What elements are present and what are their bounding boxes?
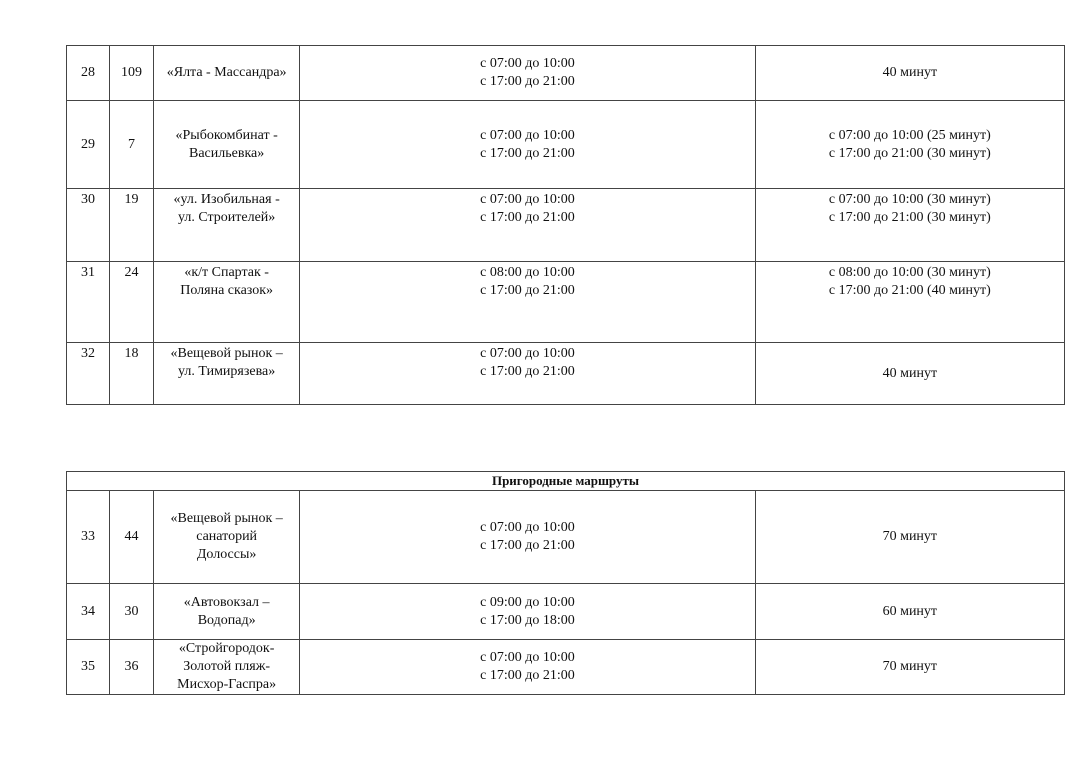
interval-cell: 70 минут [755, 491, 1064, 584]
row-number-cell: 33 [67, 491, 110, 584]
section-header-row [67, 472, 1065, 491]
table-row [67, 640, 1065, 695]
suburban-routes-table [66, 471, 1065, 695]
route-number-cell: 30 [110, 584, 154, 640]
route-name-cell: «Вещевой рынок – ул. Тимирязева» [154, 343, 300, 405]
row-number-cell: 31 [67, 262, 110, 343]
table-row [67, 189, 1065, 262]
route-name-cell: «Вещевой рынок – санаторий Долоссы» [154, 491, 300, 584]
section-title: Пригородные маршруты [67, 472, 1065, 491]
table-row [67, 46, 1065, 101]
route-number-cell: 109 [110, 46, 154, 101]
operating-hours-cell: с 07:00 до 10:00 с 17:00 до 21:00 [300, 640, 755, 695]
operating-hours-cell: с 07:00 до 10:00 с 17:00 до 21:00 [300, 46, 755, 101]
route-name-cell: «Ялта - Массандра» [154, 46, 300, 101]
route-number-cell: 36 [110, 640, 154, 695]
table-row [67, 101, 1065, 189]
interval-cell: с 07:00 до 10:00 (25 минут) с 17:00 до 21:00 (30 минут) [755, 101, 1064, 189]
interval-cell: 60 минут [755, 584, 1064, 640]
table-row [67, 584, 1065, 640]
row-number-cell: 34 [67, 584, 110, 640]
interval-cell: 70 минут [755, 640, 1064, 695]
table-row [67, 491, 1065, 584]
interval-cell: 40 минут [755, 343, 1064, 405]
operating-hours-cell: с 09:00 до 10:00 с 17:00 до 18:00 [300, 584, 755, 640]
operating-hours-cell: с 07:00 до 10:00 с 17:00 до 21:00 [300, 491, 755, 584]
table-row [67, 343, 1065, 405]
row-number-cell: 35 [67, 640, 110, 695]
operating-hours-cell: с 07:00 до 10:00 с 17:00 до 21:00 [300, 101, 755, 189]
interval-cell: с 07:00 до 10:00 (30 минут) с 17:00 до 21:00 (30 минут) [755, 189, 1064, 262]
operating-hours-cell: с 07:00 до 10:00 с 17:00 до 21:00 [300, 189, 755, 262]
route-name-cell: «ул. Изобильная - ул. Строителей» [154, 189, 300, 262]
route-number-cell: 7 [110, 101, 154, 189]
route-name-cell: «Стройгородок- Золотой пляж- Мисхор-Гаспра» [154, 640, 300, 695]
route-name-cell: «Рыбокомбинат - Васильевка» [154, 101, 300, 189]
route-number-cell: 19 [110, 189, 154, 262]
operating-hours-cell: с 07:00 до 10:00 с 17:00 до 21:00 [300, 343, 755, 405]
row-number-cell: 30 [67, 189, 110, 262]
route-name-cell: «Автовокзал – Водопад» [154, 584, 300, 640]
table-row [67, 262, 1065, 343]
row-number-cell: 29 [67, 101, 110, 189]
route-number-cell: 18 [110, 343, 154, 405]
interval-cell: 40 минут [755, 46, 1064, 101]
route-number-cell: 24 [110, 262, 154, 343]
row-number-cell: 32 [67, 343, 110, 405]
urban-routes-table [66, 45, 1065, 405]
interval-cell: с 08:00 до 10:00 (30 минут) с 17:00 до 21:00 (40 минут) [755, 262, 1064, 343]
route-number-cell: 44 [110, 491, 154, 584]
row-number-cell: 28 [67, 46, 110, 101]
operating-hours-cell: с 08:00 до 10:00 с 17:00 до 21:00 [300, 262, 755, 343]
route-name-cell: «к/т Спартак - Поляна сказок» [154, 262, 300, 343]
